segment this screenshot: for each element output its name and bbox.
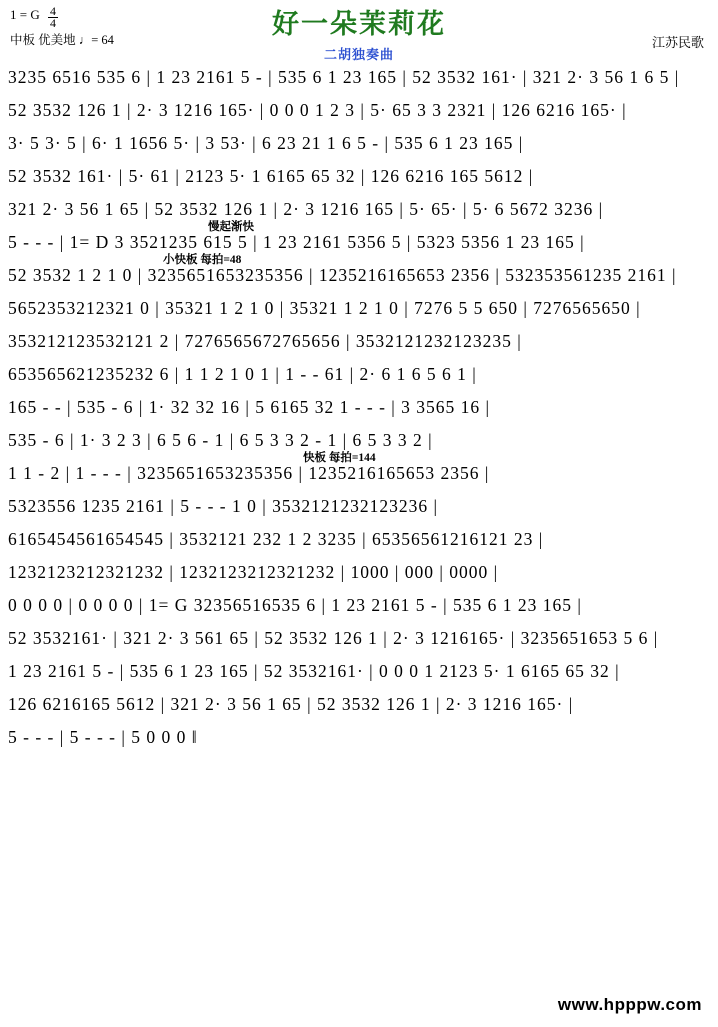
music-line-notes: 6165454561654545 | 3532121 232 1 2 3235 | 65356561216121 23 | bbox=[8, 529, 544, 549]
music-line bbox=[8, 623, 710, 656]
music-line-notes: 1 23 2161 5 - | 535 6 1 23 165 | 52 3532161· | 0 0 0 1 2123 5· 1 6165 65 32 | bbox=[8, 661, 620, 681]
music-line bbox=[8, 293, 710, 326]
music-line bbox=[8, 722, 710, 755]
time-signature-denominator: 4 bbox=[49, 16, 56, 31]
music-line-notes: 321 2· 3 56 1 65 | 52 3532 126 1 | 2· 3 1216 165 | 5· 65· | 5· 6 5672 3236 | bbox=[8, 199, 604, 219]
music-line bbox=[8, 62, 710, 95]
music-line bbox=[8, 194, 710, 227]
music-line-notes: 126 6216165 5612 | 321 2· 3 56 1 65 | 52 3532 126 1 | 2· 3 1216 165· | bbox=[8, 694, 574, 714]
music-line-notes: 52 3532 1 2 1 0 | 3235651653235356 | 1235216165653 2356 | 532353561235 2161 | bbox=[8, 265, 677, 285]
music-line-notes: 0 0 0 0 | 0 0 0 0 | 1= G 32356516535 6 | 1 23 2161 5 - | 535 6 1 23 165 | bbox=[8, 595, 582, 615]
page-title: 好一朵茉莉花 bbox=[272, 9, 446, 39]
tempo-marking: 中板 优美地 ♩= 64 bbox=[10, 33, 114, 47]
music-line bbox=[8, 359, 710, 392]
composer-credit: 江苏民歌 bbox=[651, 35, 704, 50]
page-subtitle: 二胡独奏曲 bbox=[323, 46, 394, 62]
music-line bbox=[8, 326, 710, 359]
time-signature-numerator: 4 bbox=[49, 4, 56, 18]
music-line bbox=[8, 95, 710, 128]
music-line-notes: 3235 6516 535 6 | 1 23 2161 5 - | 535 6 1 23 165 | 52 3532 161· | 321 2· 3 56 1 6 5 | bbox=[8, 67, 680, 87]
music-line-notes: 653565621235232 6 | 1 1 2 1 0 1 | 1 - - 61 | 2· 6 1 6 5 6 1 | bbox=[8, 364, 477, 384]
music-line bbox=[8, 524, 710, 557]
music-line-notes: 52 3532 126 1 | 2· 3 1216 165· | 0 0 0 1 2 3 | 5· 65 3 3 2321 | 126 6216 165· | bbox=[8, 100, 627, 120]
music-line bbox=[8, 128, 710, 161]
key-signature: 1 = G bbox=[10, 7, 40, 22]
music-line-notes: 52 3532161· | 321 2· 3 561 65 | 52 3532 126 1 | 2· 3 1216165· | 3235651653 5 6 | bbox=[8, 628, 659, 648]
music-line-notes: 1 1 - 2 | 1 - - - | 3235651653235356 | 1235216165653 2356 | bbox=[8, 463, 490, 483]
music-line-notes: 5652353212321 0 | 35321 1 2 1 0 | 35321 1 2 1 0 | 7276 5 5 650 | 7276565650 | bbox=[8, 298, 641, 318]
music-line-notes: 535 - 6 | 1· 3 2 3 | 6 5 6 - 1 | 6 5 3 3 2 - 1 | 6 5 3 3 2 | bbox=[8, 430, 433, 450]
annotation-xiaokuaiban: 小快板 每拍=48 bbox=[163, 254, 242, 266]
music-line-notes: 5 - - - | 5 - - - | 5 0 0 0 ‖ bbox=[8, 727, 198, 747]
music-line bbox=[8, 689, 710, 722]
music-line bbox=[8, 491, 710, 524]
music-line bbox=[8, 452, 710, 491]
music-line bbox=[8, 221, 710, 260]
music-line bbox=[8, 254, 710, 293]
website-watermark: www.hpppw.com bbox=[557, 995, 702, 1014]
annotation-kuaiban: 快板 每拍=144 bbox=[303, 452, 376, 464]
music-line-notes: 1232123212321232 | 1232123212321232 | 1000 | 000 | 0000 | bbox=[8, 562, 499, 582]
music-notation-body bbox=[0, 62, 718, 788]
music-line bbox=[8, 557, 710, 590]
annotation-slow-to-fast: 慢起渐快 bbox=[208, 221, 254, 233]
music-line-notes: 5323556 1235 2161 | 5 - - - 1 0 | 3532121232123236 | bbox=[8, 496, 438, 516]
key-and-meter bbox=[10, 4, 58, 32]
music-line bbox=[8, 590, 710, 623]
music-line bbox=[8, 755, 710, 788]
music-line-notes: 3· 5 3· 5 | 6· 1 1656 5· | 3 53· | 6 23 21 1 6 5 - | 535 6 1 23 165 | bbox=[8, 133, 524, 153]
music-line-notes: 5 - - - | 1= D 3 3521235 615 5 | 1 23 2161 5356 5 | 5323 5356 1 23 165 | bbox=[8, 232, 585, 252]
time-signature bbox=[48, 6, 58, 30]
music-line bbox=[8, 656, 710, 689]
music-line-notes: 52 3532 161· | 5· 61 | 2123 5· 1 6165 65 32 | 126 6216 165 5612 | bbox=[8, 166, 534, 186]
music-line bbox=[8, 392, 710, 425]
music-line-notes: 353212123532121 2 | 7276565672765656 | 3532121232123235 | bbox=[8, 331, 522, 351]
music-line bbox=[8, 161, 710, 194]
music-line-notes: 165 - - | 535 - 6 | 1· 32 32 16 | 5 6165 32 1 - - - | 3 3565 16 | bbox=[8, 397, 491, 417]
